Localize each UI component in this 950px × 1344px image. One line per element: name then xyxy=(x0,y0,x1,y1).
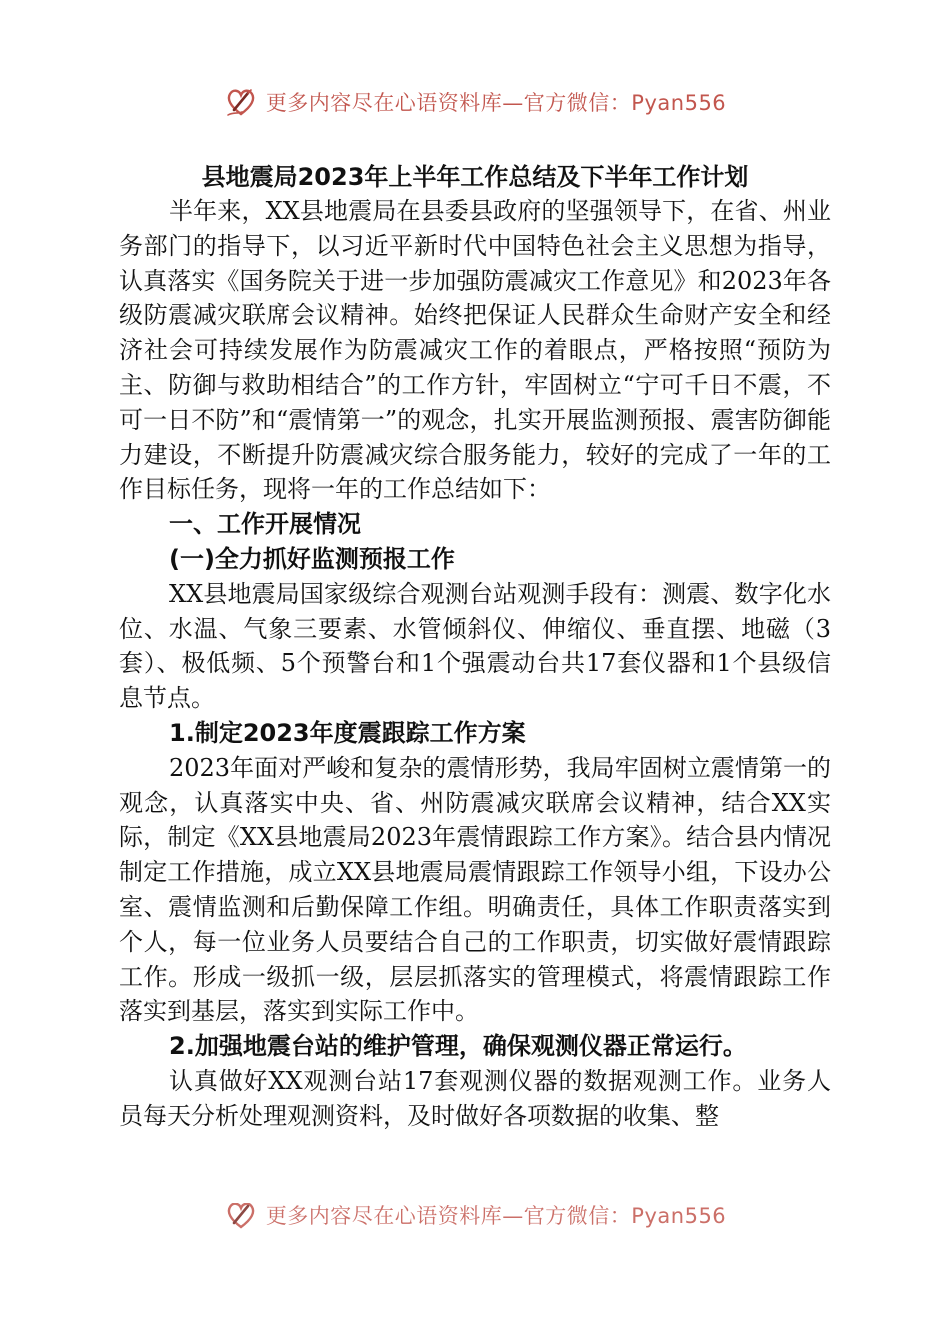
pen-heart-logo-icon xyxy=(224,1203,258,1232)
monitoring-paragraph: XX县地震局国家级综合观测台站观测手段有：测震、数字化水位、水温、气象三要素、水管倾斜仪、伸缩仪、垂直摆、地磁（3套）、极低频、5个预警台和1个强震动台共17套仪器和1个县级信息节点。 xyxy=(119,579,831,713)
document-body xyxy=(119,160,831,1134)
intro-paragraph: 半年来，XX县地震局在县委县政府的坚强领导下，在省、州业务部门的指导下，以习近平新时代中国特色社会主义思想为指导，认真落实《国务院关于进一步加强防震减灾工作意见》和2023年各级防震减灾联席会议精神。始终把保证人民群众生命财产安全和经济社会可持续发展作为防震减灾工作的着眼点，严格按照“预防为主、防御与救助相结合”的工作方针，牢固树立“宁可千日不震，不可一日不防”和“震情第一”的观念，扎实开展监测预报、震害防御能力建设，不断提升防震减灾综合服务能力，较好的完成了一年的工作目标任务，现将一年的工作总结如下： xyxy=(119,197,831,504)
document-title: 县地震局2023年上半年工作总结及下半年工作计划 xyxy=(201,163,749,191)
watermark-text: 更多内容尽在心语资料库—官方微信：Pyan556 xyxy=(265,91,727,115)
watermark-footer xyxy=(0,1203,950,1239)
item-heading-tracking-plan: 1.制定2023年度震跟踪工作方案 xyxy=(169,718,526,747)
subsection-heading-monitoring: (一)全力抓好监测预报工作 xyxy=(169,544,455,573)
section-heading-work-progress: 一、工作开展情况 xyxy=(169,510,361,539)
tracking-plan-paragraph: 2023年面对严峻和复杂的震情形势，我局牢固树立震情第一的观念，认真落实中央、省、州防震减灾联席会议精神，结合XX实际，制定《XX县地震局2023年震情跟踪工作方案》。结合县内情况制定工作措施，成立XX县地震局震情跟踪工作领导小组，下设办公室、震情监测和后勤保障工作组。明确责任，具体工作职责落实到个人，每一位业务人员要结合自己的工作职责，切实做好震情跟踪工作。形成一级抓一级，层层抓落实的管理模式，将震情跟踪工作落实到基层，落实到实际工作中。 xyxy=(119,753,831,1026)
station-maintenance-paragraph: 认真做好XX观测台站17套观测仪器的数据观测工作。业务人员每天分析处理观测资料，及时做好各项数据的收集、整 xyxy=(119,1066,831,1130)
pen-heart-logo-icon xyxy=(224,85,258,119)
item-heading-station-maintenance: 2.加强地震台站的维护管理，确保观测仪器正常运行。 xyxy=(169,1032,747,1061)
watermark-text: 更多内容尽在心语资料库—官方微信：Pyan556 xyxy=(265,1204,727,1228)
watermark-header xyxy=(0,82,950,122)
